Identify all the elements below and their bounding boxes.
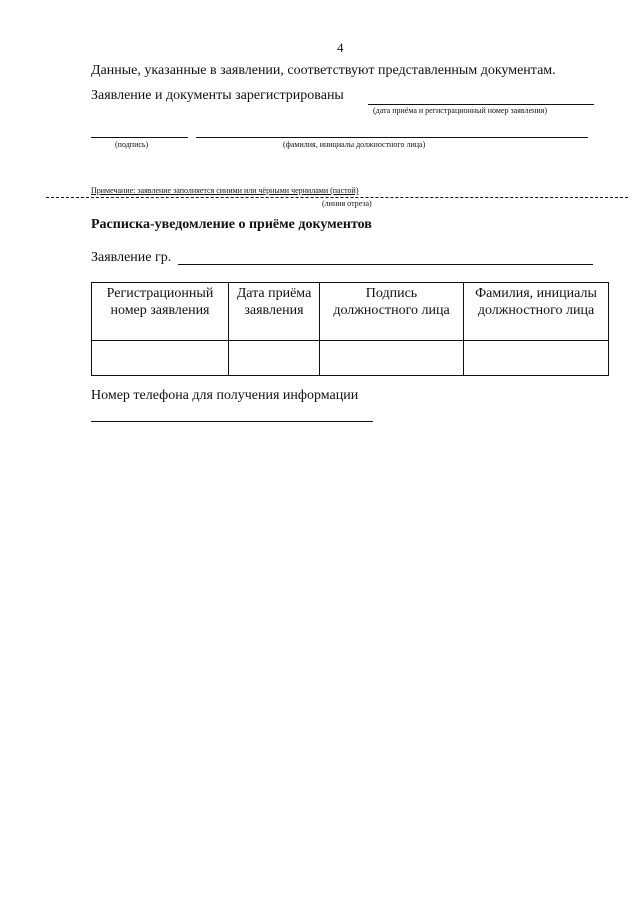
phone-label: Номер телефона для получения информации	[91, 388, 359, 403]
cell-registration-number[interactable]	[92, 341, 229, 376]
signature-caption: (подпись)	[115, 140, 149, 149]
column-header-signature: Подпись должностного лица	[320, 283, 464, 341]
phone-blank[interactable]	[91, 421, 373, 422]
column-header-registration-number: Регистрационный номер заявления	[92, 283, 229, 341]
registration-blank[interactable]	[368, 104, 594, 105]
official-name-blank[interactable]	[196, 137, 588, 138]
statement-line: Данные, указанные в заявлении, соответствуют представленным документам.	[91, 63, 556, 78]
cell-signature[interactable]	[320, 341, 464, 376]
receipt-title: Расписка-уведомление о приёме документов	[91, 217, 372, 232]
cell-official-name[interactable]	[464, 341, 609, 376]
official-name-caption: (фамилия, инициалы должностного лица)	[283, 140, 426, 149]
ink-note: Примечание: заявление заполняется синими или чёрными чернилами (пастой)	[91, 186, 359, 195]
table-header-row	[92, 283, 609, 341]
applicant-label: Заявление гр.	[91, 250, 172, 265]
column-header-official-name: Фамилия, инициалы должностного лица	[464, 283, 609, 341]
cell-date[interactable]	[229, 341, 320, 376]
signature-blank[interactable]	[91, 137, 188, 138]
applicant-name-blank[interactable]	[178, 264, 593, 265]
registration-caption: (дата приёма и регистрационный номер заявления)	[373, 106, 548, 115]
cut-line	[46, 197, 628, 198]
table-row	[92, 341, 609, 376]
page-number: 4	[337, 40, 344, 55]
column-header-date: Дата приёма заявления	[229, 283, 320, 341]
cut-line-caption: (линия отреза)	[322, 199, 372, 208]
registered-label: Заявление и документы зарегистрированы	[91, 88, 344, 103]
receipt-table	[91, 282, 609, 376]
